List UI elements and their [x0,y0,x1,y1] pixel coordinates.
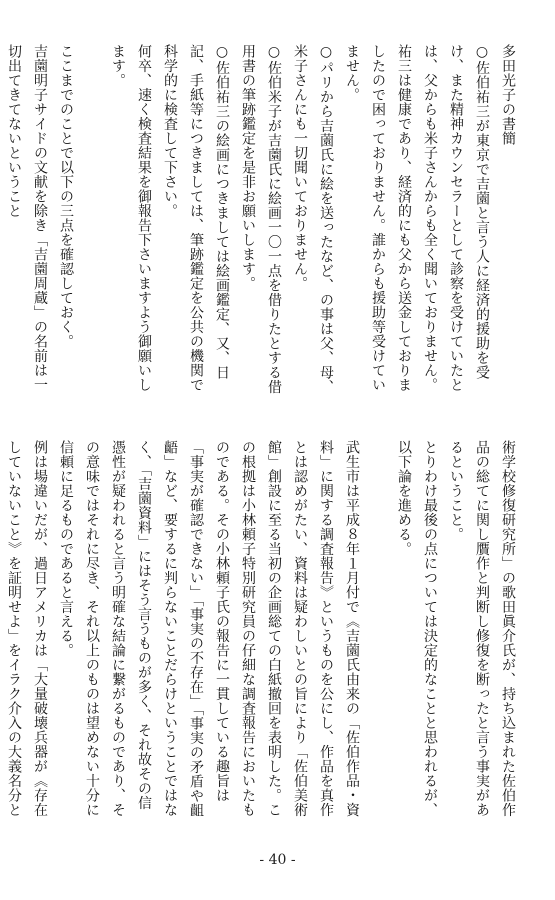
paragraph: ○パリから吉薗氏に絵を送ったなど、の事は父、母、米子さんにも一切聞いておりません。 [292,44,334,394]
paragraph: ○佐伯祐三の絵画につきましては絵画鑑定、又、日記、手紙等につきましては、筆跡鑑定を公共の機関で科学的に検査して下さい。 [162,44,230,392]
page-number: - 40 - [259,852,296,868]
paragraph: 何卒、速く検査結果を御報告下さいますよう御願いします。 [110,44,152,392]
letter-heading: 多田光子の書簡 [500,44,516,146]
paragraph-gap [365,440,391,820]
paragraph: とりわけ最後の点については決定的なことと思われるが、以下論を進める。 [396,440,438,817]
paragraph [0,44,1,404]
paragraph: 吉薗明子サイドの文献を除き「吉薗周蔵」の名前は一切出てきてないということ [6,44,48,392]
lower-text-block [6,440,521,820]
upper-text-block [6,44,521,404]
paragraph-gap [79,44,105,404]
paragraph: ○佐伯祐三が東京で吉薗と言う人に経済的援助を受け、また精神カウンセラーとして診察を受けていたとは、父からも米子さんからも全く聞いておりません。祐三は健康であり、経済的にも父から送金しておりましたので困っておりません。誰からも援助等受けていません。 [344,44,490,392]
paragraph: 例は場違いだが、過日アメリカは「大量破壊兵器が《存在していないこと》を証明せよ」をイラク介入の大義名分と [6,440,48,817]
paragraph: 武生市は平成８年１月付で《吉薗氏由来の「佐伯作品・資料」に関する調査報告》というものを公にし、作品を真作とは認めがたい、資料は疑わしいとの旨により「佐伯美術館」創設に至る当初の企画総ての白紙撤回を表明した。この根拠は小林頼子特別研究員の仔細な調査報告においたものである。その小林頼子氏の報告に一貫している趣旨は「事実が確認できない」「事実の不存在」「事実の矛盾や齟齬」など、要するに判らないことだらけということではなく、「吉薗資料」にはそう言うものが多く、それ故その信憑性が疑われると言う明確な結論に繋がるものであり、その意味ではそれに尽き、それ以上のものは望めない十分に信頼に足るものであると言える。 [58,440,360,818]
paragraph: ○佐伯米子が吉薗氏に絵画一〇一点を借りたとする借用書の筆跡鑑定を是非お願いします。 [240,44,282,394]
paragraph: ここまでのことで以下の三点を確認しておく。 [58,44,74,349]
paragraph: 術学校修復研究所」の歌田眞介氏が、持ち込まれた佐伯作品の総てに関し贋作と判断し修復を断ったと言う事実があるということ。 [448,440,516,817]
